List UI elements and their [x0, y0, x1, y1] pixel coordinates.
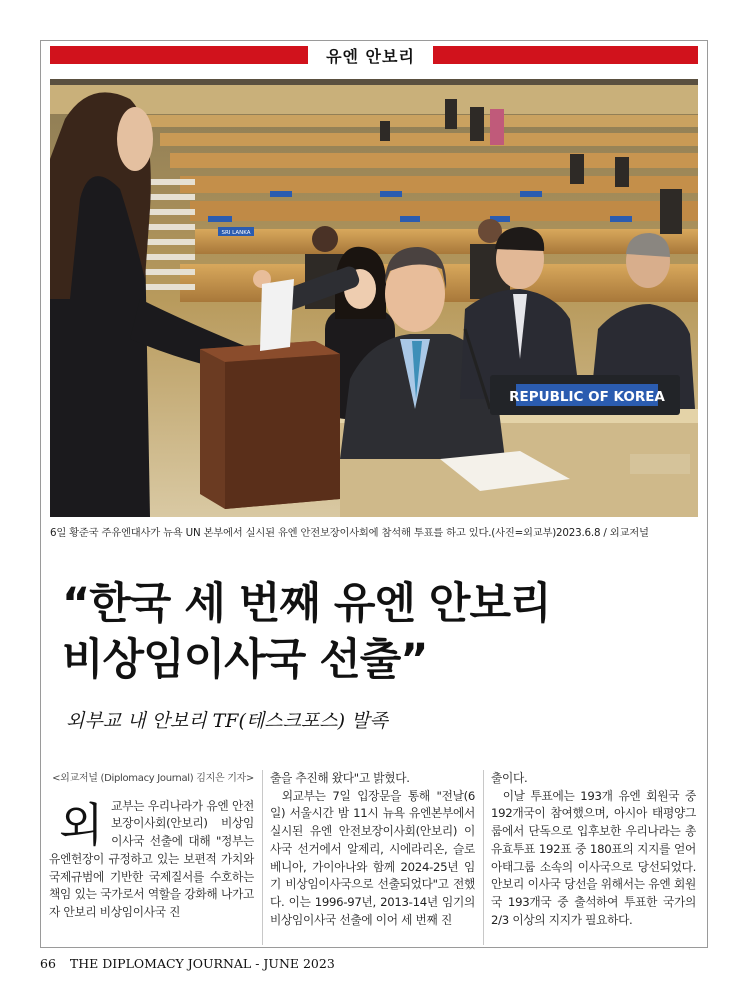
headline-line-1: “한국 세 번째 유엔 안보리	[62, 579, 551, 629]
ballot-box	[200, 341, 340, 509]
column-3-text-2: 이날 투표에는 193개 유엔 회원국 중 192개국이 참여했으며, 아시아 태평양그룹에서 단독으로 입후보한 우리나라는 총 유효투표 192표 중 180표의 지지를 얻어 아태그룹 소속의 이사국으로 당선되었다. 안보리 이사국 당선을 위해서는 유엔 회원국 193개국 중 출석하여 투표한 국가의 2/3 이상의 지지가 필요하다.	[491, 788, 696, 927]
headline-line-2: 비상임이사국 선출”	[62, 635, 428, 685]
article-column-2	[270, 770, 475, 929]
column-1-text: 교부는 우리나라가 유엔 안전보장이사회(안보리) 비상임이사국 선출에 대해 "정부는 유엔헌장이 규정하고 있는 보편적 가치와 국제규범에 기반한 국제질서를 수호하는 책임 있는 국가로서 역할을 강화해 나가고자 안보리 비상임이사국 진	[49, 798, 254, 919]
page-number: 66	[40, 956, 56, 971]
un-assembly-photo	[50, 79, 698, 517]
section-bar-right	[433, 46, 698, 64]
photo-caption: 6일 황준국 주유엔대사가 뉴욕 UN 본부에서 실시된 유엔 안전보장이사회에 참석해 투표를 하고 있다.(사진=외교부)2023.6.8 / 외교저널	[50, 527, 649, 539]
publication-name: THE DIPLOMACY JOURNAL - JUNE 2023	[69, 956, 335, 971]
section-title: 유엔 안보리	[326, 47, 415, 66]
column-3-text-1: 출이다.	[491, 771, 528, 785]
korea-nameplate	[490, 375, 680, 415]
article-column-1	[49, 770, 254, 922]
sri-lanka-plate-text: SRI LANKA	[221, 230, 251, 236]
subheadline: 외부교 내 안보리 TF(테스크포스) 발족	[66, 710, 388, 732]
column-2-text-1: 출을 추진해 왔다"고 밝혔다.	[270, 771, 410, 785]
ballot-paper	[260, 279, 294, 351]
article-photo	[50, 79, 698, 517]
section-bar-left	[50, 46, 308, 64]
korea-nameplate-text: REPUBLIC OF KOREA	[509, 389, 665, 405]
column-divider	[483, 770, 484, 945]
column-divider	[262, 770, 263, 945]
article-column-3	[491, 770, 696, 929]
dropcap: 외	[59, 797, 104, 852]
page-footer	[40, 956, 335, 971]
headline	[62, 576, 702, 688]
section-header	[50, 46, 698, 64]
byline: <외교저널 (Diplomacy Journal) 김지은 기자>	[52, 773, 254, 784]
column-2-text-2: 외교부는 7일 입장문을 통해 "전날(6일) 서울시간 밤 11시 뉴욕 유엔본부에서 실시된 유엔 안전보장이사회(안보리) 이사국 선거에서 알제리, 시에라리온, 슬로베니아, 가이아나와 함께 2024-25년 임기 비상임이사국으로 선출되었다"고 전했다. 이는 1996-97년, 2013-14년 임기의 비상임이사국 선출에 이어 세 번째 진	[270, 788, 475, 927]
